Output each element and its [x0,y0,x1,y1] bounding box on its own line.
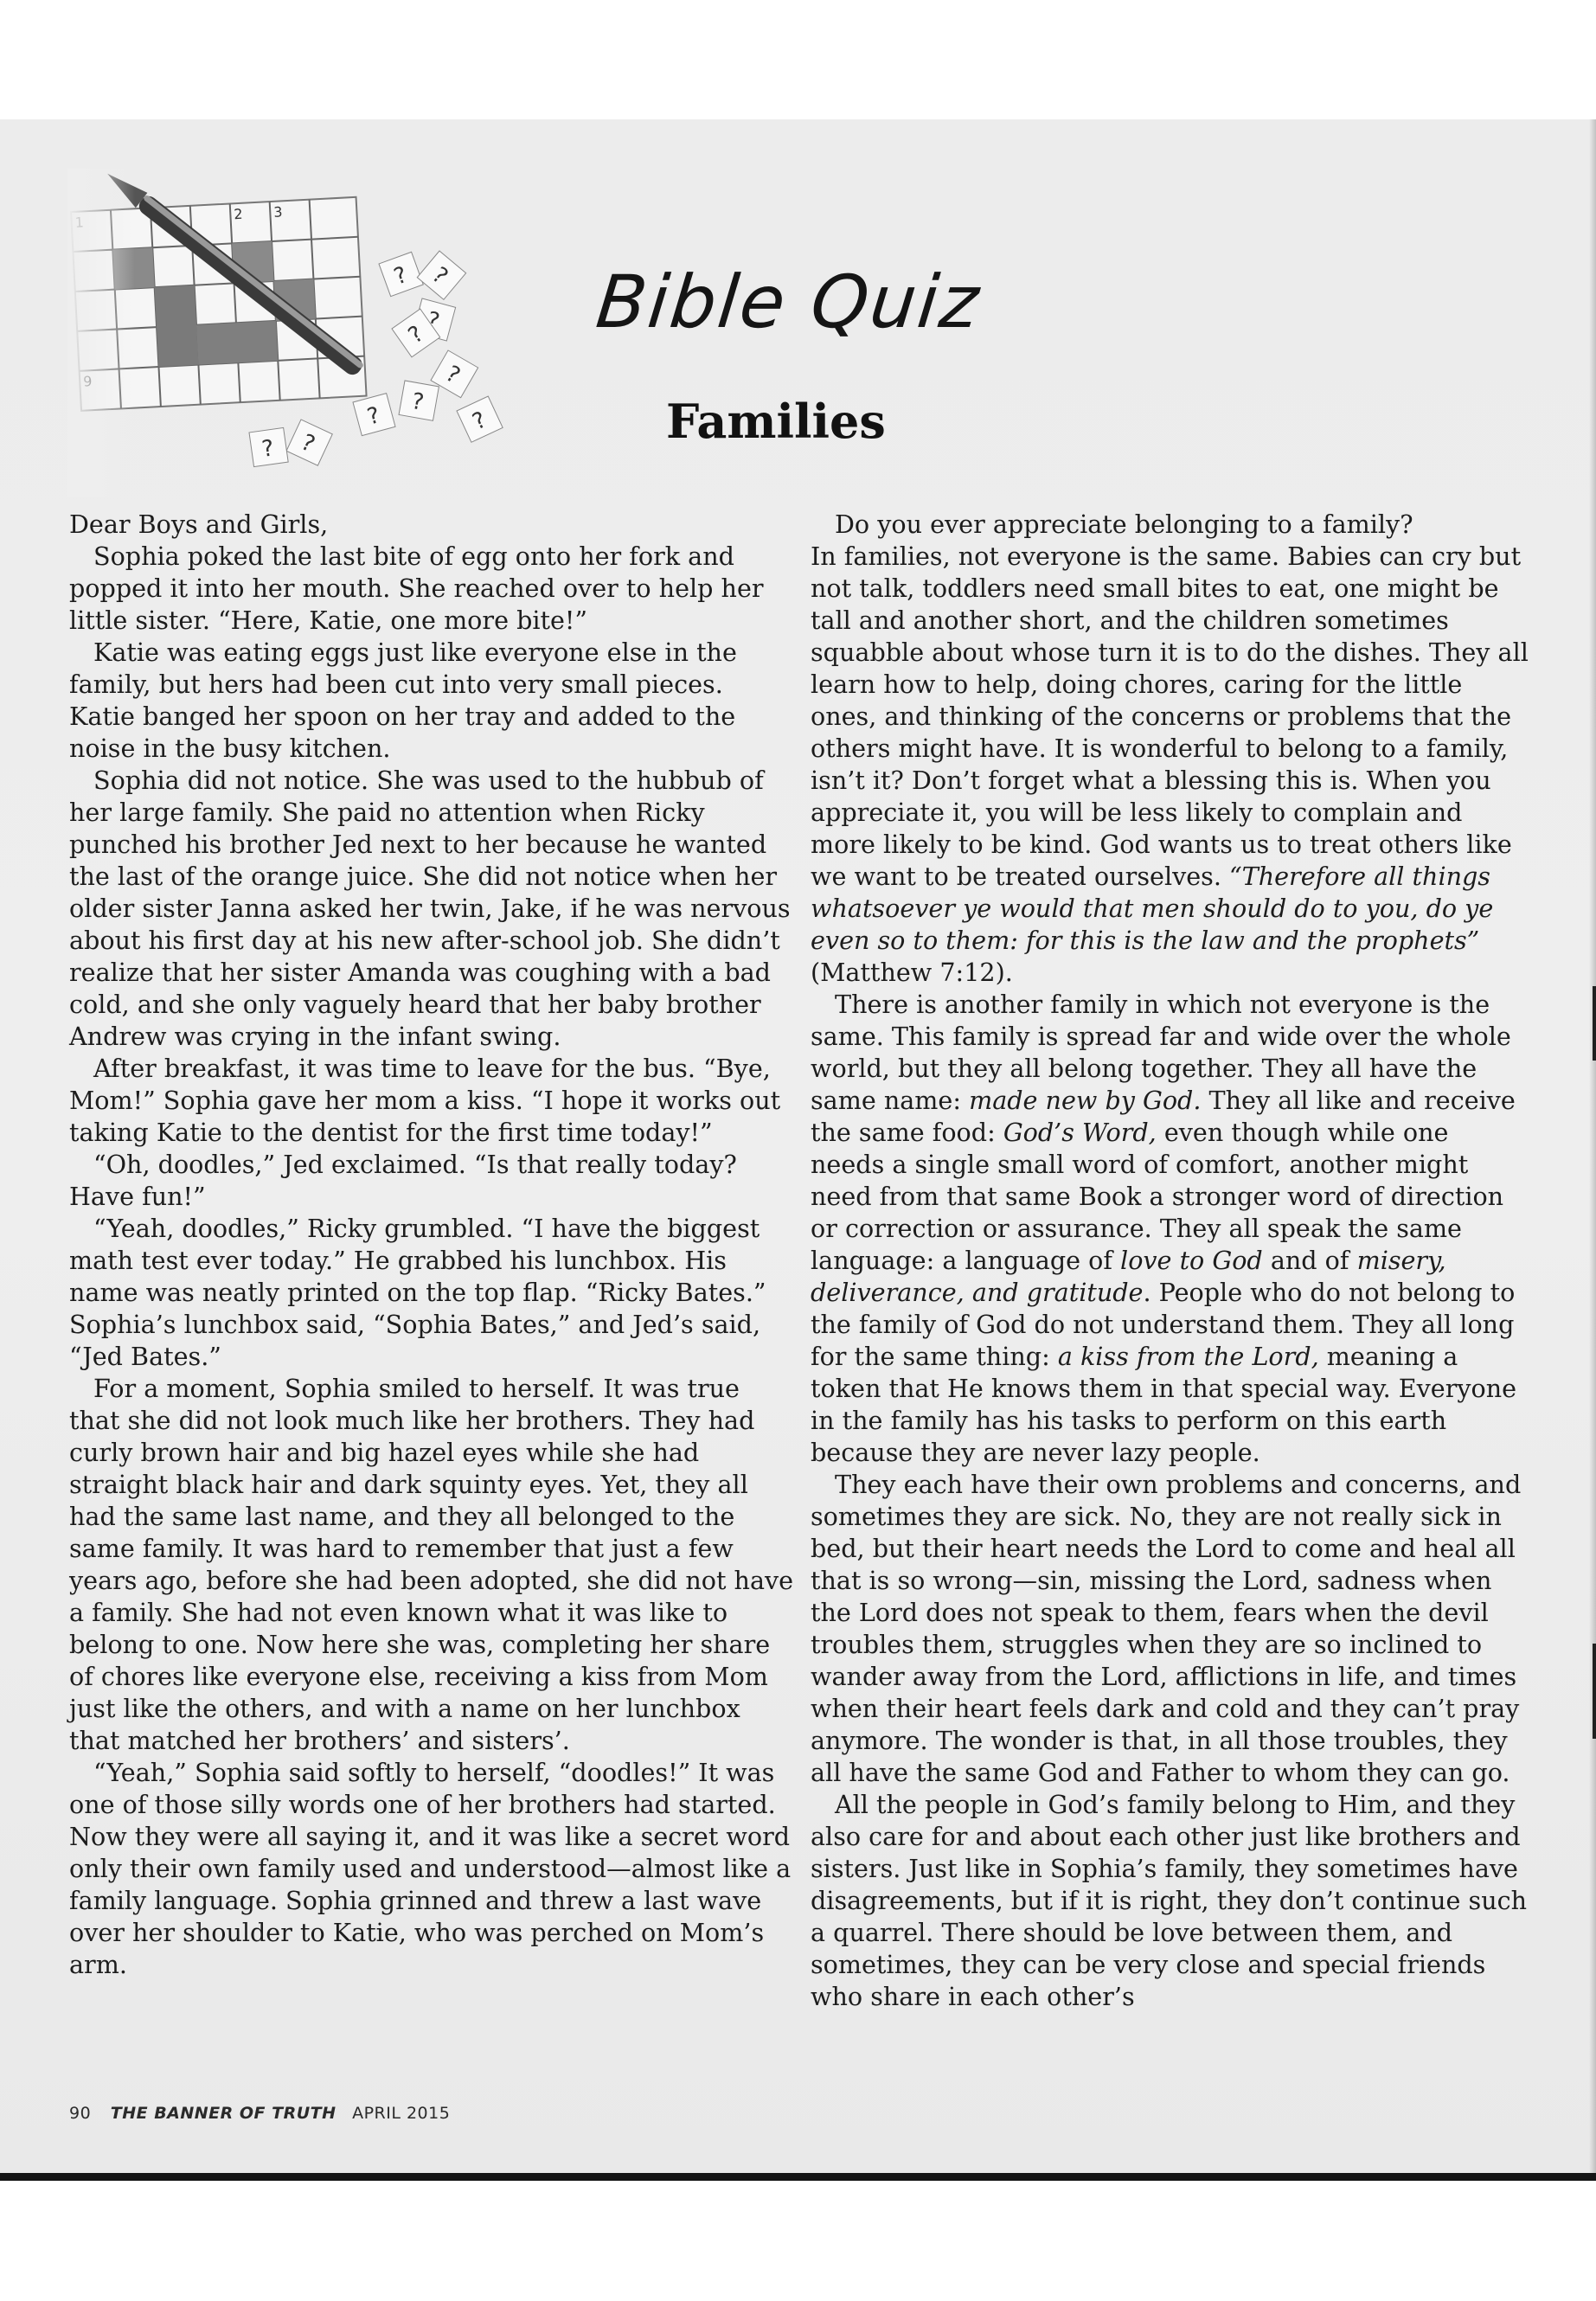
text-run: They all like and receive the same food: [811,1086,1516,1147]
paragraph: Sophia poked the last bite of egg onto her fork and popped it into her mouth. She reached over to help her little sister. “Here, Katie, one more bite!” [69,542,764,635]
paragraph: Do you ever appreciate belonging to a family? [835,510,1413,539]
emphasis: God’s Word, [1003,1118,1157,1147]
crossword-pen-icon [67,169,517,497]
right-column [811,509,1529,2013]
paragraph [811,541,1529,989]
page-edge-mark [1593,986,1596,1061]
paragraph: “Yeah,” Sophia said softly to herself, “doodles!” It was one of those silly words one of her brothers had started. Now they were all saying it, and it was like a secret word only their own family used and understood—almost like a family language. Sophia grinned and threw a last wave over her shoulder to Katie, who was perched on Mom’s arm. [69,1758,792,1979]
emphasis: a kiss from the Lord, [1057,1342,1319,1371]
paragraph: Sophia did not notice. She was used to the hubbub of her large family. She paid no attention when Ricky punched his brother Jed next to her because he wanted the last of the orange juice. She did not notice when her older sister Janna asked her twin, Jake, if he was nervous about his first day at his new after-school job. She didn’t realize that her sister Amanda was coughing with a bad cold, and she only vaguely heard that her baby brother Andrew was crying in the infant swing. [69,766,791,1051]
article-subtitle: Families [666,394,886,449]
issue-date: APRIL 2015 [352,2104,451,2123]
paragraph: Dear Boys and Girls, [69,510,329,539]
text-run: There is another family in which not everyone is the same. This family is spread far and wide over the whole world, but they all belong together. They all have the same name: [811,990,1511,1115]
text-run: In families, not everyone is the same. Babies can cry but not talk, toddlers need small bites to eat, one might be tall and another short, and the children sometimes squabble about whose turn it is to do the dishes. They all learn how to help, doing chores, caring for the little ones, and thinking of the concerns or problems that the others might have. It is wonderful to belong to a family, isn’t it? Don’t forget what a blessing this is. When you appreciate it, you will be less likely to complain and more likely to be kind. God wants us to treat others like we want to be treated ourselves. [811,542,1529,891]
paragraph: For a moment, Sophia smiled to herself. It was true that she did not look much like her brothers. They had curly brown hair and big hazel eyes while she had straight black hair and dark squinty eyes. Yet, they all had the same last name, and they all belonged to the same family. It was hard to remember that just a few years ago, before she had been adopted, she did not have a family. She had not even known what it was like to belong to one. Now here she was, completing her share of chores like everyone else, receiving a kiss from Mom just like the others, and with a name on her lunchbox that matched her brothers’ and sisters’. [69,1374,794,1755]
emphasis: love to God [1120,1246,1263,1275]
paragraph: Katie was eating eggs just like everyone else in the family, but hers had been cut into very small pieces. Katie banged her spoon on her tray and added to the noise in the busy kitchen. [69,638,737,763]
paragraph [811,989,1529,1469]
emphasis: made new by God. [969,1086,1202,1115]
magazine-name: THE BANNER OF TRUTH [110,2104,337,2123]
page-edge-mark [1593,1644,1596,1739]
paragraph: They each have their own problems and concerns, and sometimes they are sick. No, they are not really sick in bed, but their heart needs the Lord to come and heal all that is so wrong—sin, missing the Lord, sadness when the Lord does not speak to them, fears when the devil troubles them, struggles when they are so inclined to wander away from the Lord, afflictions in life, and times when their heart feels dark and cold and they can’t pray anymore. The wonder is that, in all those troubles, they all have the same God and Father to whom they can go. [811,1470,1522,1787]
paragraph: “Oh, doodles,” Jed exclaimed. “Is that really today? Have fun!” [69,1150,737,1211]
paragraph: After breakfast, it was time to leave for the bus. “Bye, Mom!” Sophia gave her mom a kiss. “I hope it works out taking Katie to the dentist for the first time today!” [69,1054,781,1147]
page-title: Bible Quiz [592,260,984,344]
text-run: . People who do not belong to the family of God do not understand them. They all long for the same thing: [811,1278,1516,1371]
page-edge-shadow [1589,119,1596,2181]
text-run: even though while one needs a single small word of comfort, another might need from that same Book a stronger word of direction or correction or assurance. They all speak the same language: a language of [811,1118,1504,1275]
left-column [69,509,796,1981]
page-footer [69,2104,450,2123]
scripture-reference: (Matthew 7:12). [811,958,1013,987]
text-run: meaning a token that He knows them in that special way. Everyone in the family has his tasks to perform on this earth because they are never lazy people. [811,1342,1517,1467]
bottom-rule [0,2173,1596,2181]
text-run: and of [1262,1246,1357,1275]
scripture-quote: “Therefore all things whatsoever ye would that men should do to you, do ye even so to them: for this is the law and the prophets” [811,862,1494,955]
page-number: 90 [69,2104,92,2123]
paragraph: “Yeah, doodles,” Ricky grumbled. “I have the biggest math test ever today.” He grabbed his lunchbox. His name was neatly printed on the top flap. “Ricky Bates.” Sophia’s lunchbox said, “Sophia Bates,” and Jed’s said, “Jed Bates.” [69,1214,766,1371]
emphasis: misery, deliverance, and gratitude [811,1246,1446,1307]
paragraph: All the people in God’s family belong to Him, and they also care for and about each other just like brothers and sisters. Just like in Sophia’s family, they sometimes have disagreements, but if it is right, they don’t continue such a quarrel. There should be love between them, and sometimes, they can be very close and special friends who share in each other’s [811,1790,1528,2011]
